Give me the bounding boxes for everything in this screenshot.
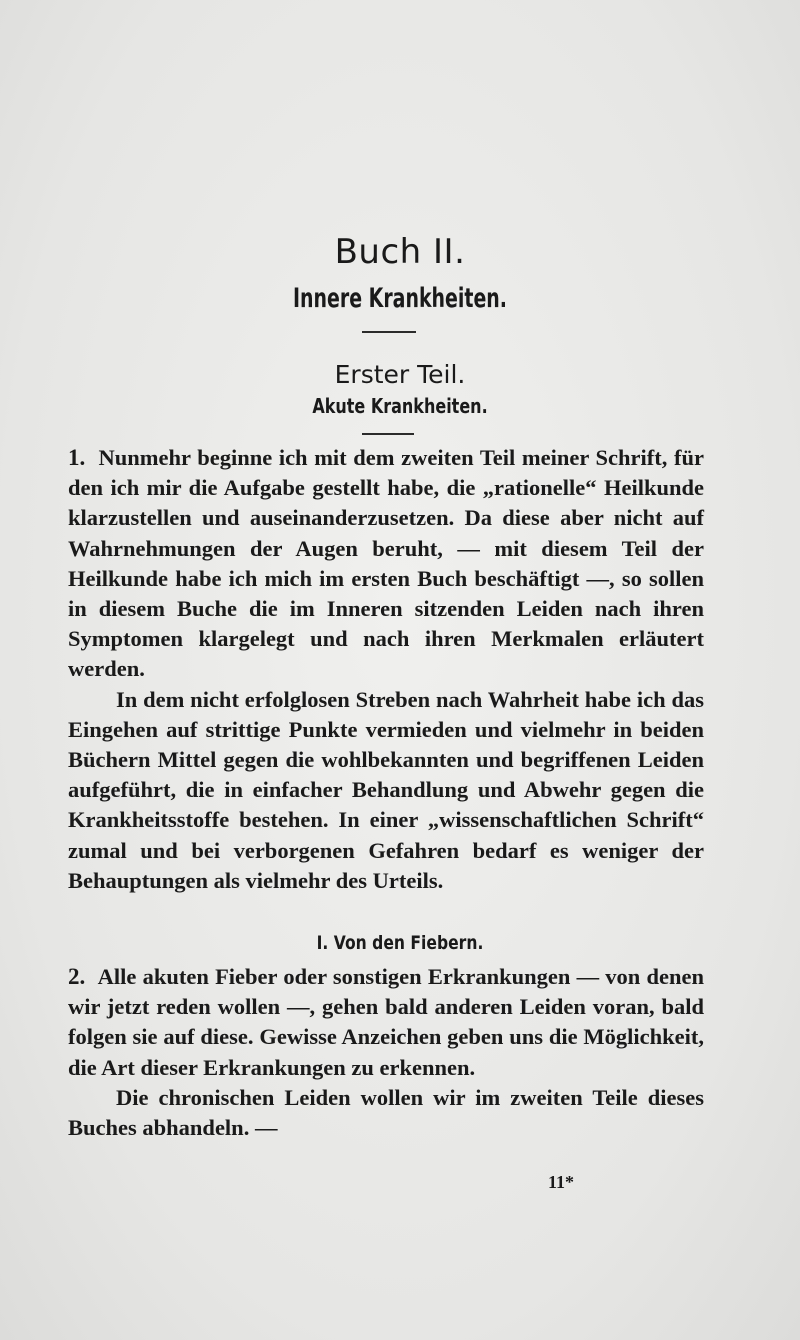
paragraph-1 [68, 443, 704, 685]
title-rule [362, 331, 416, 333]
paragraph-number: 1. [68, 445, 86, 470]
page-folio: 11* [548, 1172, 575, 1192]
part-rule [362, 433, 414, 435]
paragraph-text: Nunmehr beginne ich mit dem zweiten Teil meiner Schrift, für den ich mir die Aufgabe gestellt habe, die „rationelle“ Heilkunde klarzustellen und auseinanderzusetzen. Da diese aber nicht auf Wahrnehmungen der Augen beruht, — mit diesem Teil der Heilkunde habe ich mich im ersten Buch beschäftigt —, so sollen in diesem Buche die im Inneren sitzenden Leiden nach ihren Symptomen klargelegt und nach ihren Merkmalen erläutert werden. [68, 445, 705, 682]
section-heading: I. Von den Fiebern. [316, 932, 484, 954]
paragraph-number: 2. [68, 964, 86, 989]
paragraph-2b: Die chronischen Leiden wollen wir im zweiten Teile dieses Buches abhandeln. — [68, 1084, 704, 1141]
part-title: Erster Teil. [334, 360, 466, 389]
paragraph-1b: In dem nicht erfolglosen Streben nach Wahrheit habe ich das Eingehen auf strittige Punkte vermieden und vielmehr in beiden Büchern Mittel gegen die wohlbekannten und begriffenen Leiden aufgeführt, die in einfacher Behandlung und Abwehr gegen die Krankheitsstoffe bestehen. In einer „wissenschaftlichen Schrift“ zumal und bei verborgenen Gefahren bedarf es weniger der Behauptungen als vielmehr des Urteils. [68, 686, 704, 893]
body-text-2 [68, 962, 704, 1143]
paragraph-2 [68, 962, 704, 1083]
paragraph-text: Alle akuten Fieber oder sonstigen Erkrankungen — von denen wir jetzt reden wollen —, gehen bald anderen Leiden voran, bald folgen sie auf diese. Gewisse Anzeichen geben uns die Möglichkeit, die Art dieser Erkrankungen zu erkennen. [68, 964, 704, 1080]
book-subtitle: Innere Krankheiten. [292, 283, 508, 314]
part-subtitle: Akute Krankheiten. [312, 394, 488, 418]
book-title: Buch II. [334, 232, 466, 272]
body-text-1 [68, 443, 704, 896]
